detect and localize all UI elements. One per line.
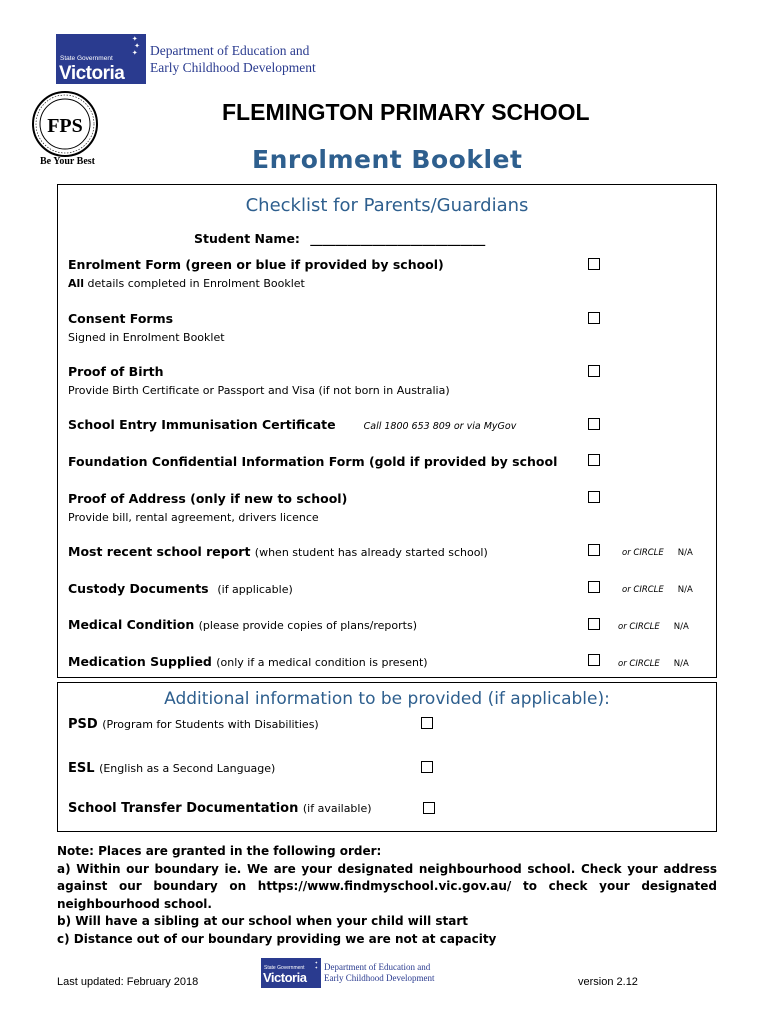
item-title: School Entry Immunisation Certificate (68, 417, 336, 432)
checkbox-foundation-form[interactable] (588, 454, 600, 466)
item-title: Proof of Birth (68, 364, 164, 379)
southern-cross-icon: ✦ ✦ ✦ (131, 35, 140, 57)
checkbox-enrolment-form[interactable] (588, 258, 600, 270)
item-subtext: Signed in Enrolment Booklet (68, 331, 225, 344)
na-option[interactable]: N/A (673, 622, 689, 632)
checklist-heading: Checklist for Parents/Guardians (245, 195, 529, 216)
school-name: FLEMINGTON PRIMARY SCHOOL (222, 99, 590, 125)
item-paren: (if applicable) (217, 583, 293, 596)
item-paren: (English as a Second Language) (99, 762, 276, 775)
item-title: PSD (68, 717, 98, 732)
checkbox-transfer[interactable] (423, 802, 435, 814)
student-name-field[interactable]: ____________________________ (310, 231, 486, 246)
checklist-item-immunisation (68, 417, 516, 432)
note-item-c: c) Distance out of our boundary providing we are not at capacity (57, 931, 497, 946)
department-name (324, 962, 434, 984)
booklet-title: Enrolment Booklet (252, 145, 523, 174)
item-subtext: Provide bill, rental agreement, drivers licence (68, 511, 319, 524)
circle-na-option (618, 622, 689, 632)
victoria-logo-mark (56, 34, 146, 84)
checklist-box (57, 184, 717, 678)
victoria-government-logo (56, 34, 316, 84)
circle-text: or CIRCLE (618, 622, 660, 632)
checklist-item-medical-condition (68, 617, 417, 632)
checkbox-proof-of-birth[interactable] (588, 365, 600, 377)
logo-state-government-text: State Government (264, 965, 305, 971)
department-name (150, 42, 316, 76)
na-option[interactable]: N/A (677, 585, 693, 595)
version-label: version 2.12 (578, 976, 638, 988)
circle-text: or CIRCLE (618, 659, 660, 669)
note-heading: Note: Places are granted in the following order: (57, 844, 382, 858)
item-call-note: Call 1800 653 809 or via MyGov (363, 421, 517, 432)
last-updated: Last updated: February 2018 (57, 976, 199, 988)
checkbox-custody[interactable] (588, 581, 600, 593)
item-title: Medication Supplied (68, 654, 212, 669)
item-paren: (please provide copies of plans/reports) (198, 619, 417, 632)
item-title: School Transfer Documentation (68, 801, 299, 816)
checkbox-psd[interactable] (421, 717, 433, 729)
item-title: Proof of Address (only if new to school) (68, 491, 348, 506)
logo-victoria-text: Victoria (263, 970, 307, 985)
checklist-item-proof-of-address (68, 491, 347, 524)
item-subtext-rest: details completed in Enrolment Booklet (84, 277, 305, 290)
item-paren: (only if a medical condition is present) (216, 656, 428, 669)
checklist-item-consent-forms (68, 311, 225, 344)
na-option[interactable]: N/A (677, 548, 693, 558)
item-subtext: Provide Birth Certificate or Passport and Visa (if not born in Australia) (68, 384, 450, 397)
checklist-item-foundation-form (68, 454, 557, 469)
additional-info-box (57, 682, 717, 832)
southern-cross-icon: ✦ ✦ (314, 960, 318, 970)
department-line-1: Department of Education and (324, 962, 431, 972)
checkbox-esl[interactable] (421, 761, 433, 773)
checklist-item-proof-of-birth (68, 364, 450, 397)
student-name-row (194, 231, 485, 246)
item-title: Most recent school report (68, 544, 251, 559)
checkbox-immunisation[interactable] (588, 418, 600, 430)
school-crest-icon (30, 89, 100, 159)
item-title: Consent Forms (68, 311, 174, 326)
checkbox-consent-forms[interactable] (588, 312, 600, 324)
department-line-1: Department of Education and (150, 43, 310, 58)
na-option[interactable]: N/A (673, 659, 689, 669)
circle-na-option (618, 659, 689, 669)
item-title: Medical Condition (68, 617, 195, 632)
footer-victoria-logo (261, 958, 434, 988)
checklist-item-school-report (68, 544, 488, 559)
note-item-a: a) Within our boundary ie. We are your designated neighbourhood school. Check your address against our boundary on https://www.findmyschool.vic.gov.au/ to check your designated neighbourhood school. (57, 861, 717, 911)
logo-state-government-text: State Government (60, 55, 113, 62)
victoria-logo-mark (261, 958, 321, 988)
additional-item-psd (68, 717, 319, 732)
logo-victoria-text: Victoria (59, 63, 125, 84)
checkbox-proof-of-address[interactable] (588, 491, 600, 503)
additional-item-transfer (68, 801, 372, 816)
additional-item-esl (68, 761, 275, 776)
circle-na-option (622, 585, 693, 595)
item-subtext-bold: All (68, 277, 85, 290)
student-name-label: Student Name: (194, 231, 300, 246)
item-subtext (68, 277, 444, 290)
item-title: Custody Documents (68, 581, 209, 596)
item-title: Enrolment Form (green or blue if provided by school) (68, 257, 444, 272)
item-title: Foundation Confidential Information Form (gold if provided by school (68, 454, 558, 469)
checklist-item-medication (68, 654, 428, 669)
item-paren: (if available) (302, 802, 372, 815)
item-paren: (Program for Students with Disabilities) (102, 718, 319, 731)
item-title: ESL (68, 761, 95, 776)
checkbox-medical-condition[interactable] (588, 618, 600, 630)
checkbox-medication[interactable] (588, 654, 600, 666)
circle-text: or CIRCLE (622, 585, 664, 595)
circle-text: or CIRCLE (622, 548, 664, 558)
checkbox-school-report[interactable] (588, 544, 600, 556)
department-line-2: Early Childhood Development (150, 60, 316, 75)
item-paren: (when student has already started school) (254, 546, 488, 559)
circle-na-option (622, 548, 693, 558)
note-item-b: b) Will have a sibling at our school when your child will start (57, 914, 468, 928)
crest-letters: FPS (47, 115, 83, 137)
checklist-item-custody (68, 581, 293, 596)
additional-info-heading: Additional information to be provided (if applicable): (164, 689, 610, 709)
checklist-item-enrolment-form (68, 257, 444, 290)
school-motto: Be Your Best (40, 156, 95, 167)
enrolment-notes (57, 843, 717, 948)
department-line-2: Early Childhood Development (324, 973, 435, 983)
